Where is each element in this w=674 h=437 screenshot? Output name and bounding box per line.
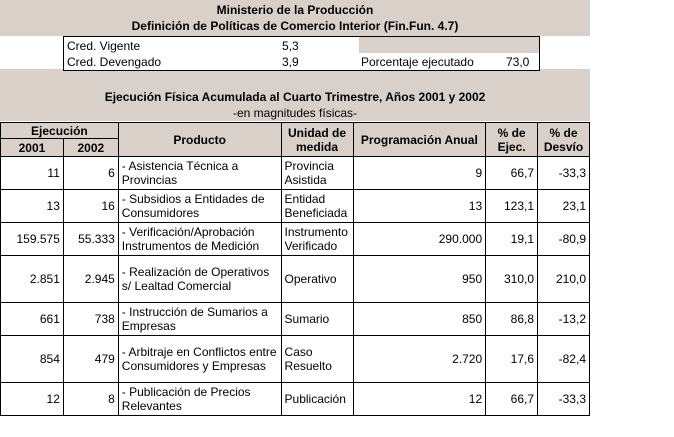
table-row — [1, 256, 590, 303]
cred-devengado-value: 3,9 — [282, 55, 299, 69]
cell-2002: 6 — [63, 157, 118, 190]
cell-pct-desvio: -33,3 — [538, 383, 590, 416]
header-producto: Producto — [118, 123, 281, 157]
cell-2001: 11 — [1, 157, 64, 190]
cell-pct-desvio: -82,4 — [538, 336, 590, 383]
finance-shade — [359, 37, 539, 53]
ministry-title: Ministerio de la Producción — [216, 3, 374, 17]
porcentaje-label: Porcentaje ejecutado — [361, 55, 474, 69]
cell-2001: 854 — [1, 336, 64, 383]
cell-2002: 738 — [63, 303, 118, 336]
cell-2002: 55.333 — [63, 223, 118, 256]
cell-programacion: 13 — [353, 190, 486, 223]
program-title: Definición de Políticas de Comercio Interior (Fin.Fun. 4.7) — [131, 19, 459, 33]
cell-producto: - Instrucción de Sumarios a Empresas — [118, 303, 281, 336]
finance-box — [63, 36, 540, 71]
cell-producto: - Realización de Operativos s/ Lealtad Comercial — [118, 256, 281, 303]
cell-2001: 2.851 — [1, 256, 64, 303]
cell-2002: 16 — [63, 190, 118, 223]
cell-unidad: Operativo — [281, 256, 353, 303]
cell-unidad: Entidad Beneficiada — [281, 190, 353, 223]
cell-programacion: 950 — [353, 256, 486, 303]
cell-pct-ejec: 19,1 — [486, 223, 538, 256]
cell-pct-ejec: 66,7 — [486, 157, 538, 190]
cred-vigente-value: 5,3 — [282, 39, 299, 53]
cell-unidad: Provincia Asistida — [281, 157, 353, 190]
header-2001: 2001 — [1, 139, 64, 157]
cred-vigente-label: Cred. Vigente — [67, 39, 141, 53]
cell-pct-desvio: -33,3 — [538, 157, 590, 190]
cell-pct-ejec: 123,1 — [486, 190, 538, 223]
header-pct-desvio: % de Desvío — [538, 123, 590, 157]
cell-pct-desvio: 23,1 — [538, 190, 590, 223]
table-row — [1, 303, 590, 336]
cell-2002: 479 — [63, 336, 118, 383]
table-row — [1, 336, 590, 383]
cell-pct-desvio: 210,0 — [538, 256, 590, 303]
cell-2001: 13 — [1, 190, 64, 223]
cell-pct-ejec: 310,0 — [486, 256, 538, 303]
execution-table — [0, 122, 590, 416]
table-row — [1, 383, 590, 416]
header-unidad: Unidad de medida — [281, 123, 353, 157]
cell-pct-desvio: -13,2 — [538, 303, 590, 336]
table-subtitle: -en magnitudes físicas- — [232, 106, 358, 120]
cell-programacion: 2.720 — [353, 336, 486, 383]
cell-unidad: Sumario — [281, 303, 353, 336]
cell-programacion: 12 — [353, 383, 486, 416]
cell-programacion: 850 — [353, 303, 486, 336]
header-2002: 2002 — [63, 139, 118, 157]
cred-devengado-label: Cred. Devengado — [67, 55, 162, 69]
cell-unidad: Publicación — [281, 383, 353, 416]
cell-pct-ejec: 66,7 — [486, 383, 538, 416]
cell-producto: - Publicación de Precios Relevantes — [118, 383, 281, 416]
cell-producto: - Verificación/Aprobación Instrumentos de Medición — [118, 223, 281, 256]
cell-unidad: Instrumento Verificado — [281, 223, 353, 256]
table-title: Ejecución Física Acumulada al Cuarto Trimestre, Años 2001 y 2002 — [104, 90, 486, 104]
cell-2002: 8 — [63, 383, 118, 416]
cell-2001: 12 — [1, 383, 64, 416]
cell-pct-ejec: 86,8 — [486, 303, 538, 336]
header-programacion: Programación Anual — [353, 123, 486, 157]
cell-producto: - Arbitraje en Conflictos entre Consumidores y Empresas — [118, 336, 281, 383]
cell-producto: - Asistencia Técnica a Provincias — [118, 157, 281, 190]
table-row — [1, 190, 590, 223]
cell-programacion: 9 — [353, 157, 486, 190]
cell-unidad: Caso Resuelto — [281, 336, 353, 383]
cell-producto: - Subsidios a Entidades de Consumidores — [118, 190, 281, 223]
table-row — [1, 223, 590, 256]
cell-2001: 159.575 — [1, 223, 64, 256]
header-pct-ejec: % de Ejec. — [486, 123, 538, 157]
header-ejecucion: Ejecución — [1, 123, 119, 139]
porcentaje-value: 73,0 — [506, 55, 530, 69]
cell-2002: 2.945 — [63, 256, 118, 303]
cell-programacion: 290.000 — [353, 223, 486, 256]
table-row — [1, 157, 590, 190]
cell-pct-ejec: 17,6 — [486, 336, 538, 383]
cell-pct-desvio: -80,9 — [538, 223, 590, 256]
cell-2001: 661 — [1, 303, 64, 336]
